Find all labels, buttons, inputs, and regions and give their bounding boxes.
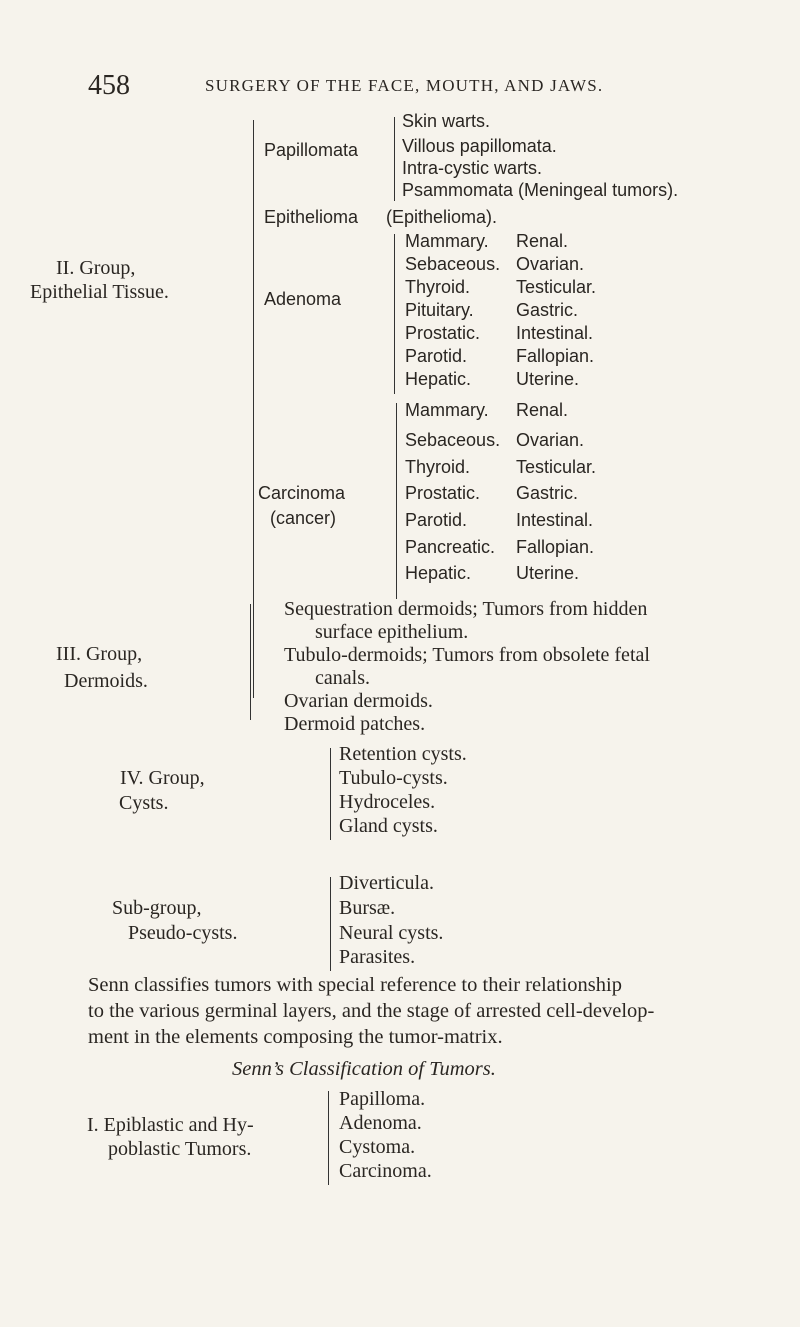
carcinoma-item: Parotid. — [405, 510, 468, 530]
senn-label-line1: I. Epiblastic and Hy- — [87, 1114, 254, 1136]
group4-item: Tubulo-cysts. — [339, 767, 448, 789]
group4-brace — [330, 748, 331, 840]
carcinoma-item: Mammary. — [405, 400, 489, 420]
adenoma-item: Testicular. — [516, 277, 597, 297]
adenoma-item: Intestinal. — [516, 323, 594, 343]
senn-heading: Senn’s Classification of Tumors. — [232, 1058, 496, 1080]
carcinoma-item: Prostatic. — [405, 483, 481, 503]
subgroup-brace — [330, 877, 331, 971]
page-number: 458 — [88, 70, 130, 101]
papillomata-item: Skin warts. — [402, 111, 491, 131]
carcinoma-item: Testicular. — [516, 457, 597, 477]
group2-label-line1: II. Group, — [56, 257, 136, 279]
group3-line: Sequestration dermoids; Tumors from hidden — [284, 598, 648, 620]
carcinoma-label-line2: (cancer) — [270, 508, 337, 528]
carcinoma-item: Uterine. — [516, 563, 580, 583]
adenoma-item: Uterine. — [516, 369, 580, 389]
senn-brace — [328, 1091, 329, 1185]
group3-line: Tubulo-dermoids; Tumors from obsolete fetal — [284, 644, 650, 666]
paragraph-line3: ment in the elements composing the tumor-matrix. — [88, 1026, 503, 1048]
group3-label-line2: Dermoids. — [64, 670, 148, 692]
adenoma-item: Thyroid. — [405, 277, 471, 297]
carcinoma-item: Fallopian. — [516, 537, 595, 557]
adenoma-item: Hepatic. — [405, 369, 472, 389]
adenoma-item: Sebaceous. — [405, 254, 501, 274]
subgroup-item: Diverticula. — [339, 872, 434, 894]
carcinoma-item: Hepatic. — [405, 563, 472, 583]
carcinoma-brace — [396, 403, 397, 599]
adenoma-brace — [394, 234, 395, 394]
group4-item: Retention cysts. — [339, 743, 467, 765]
group4-label-line2: Cysts. — [119, 792, 169, 814]
subgroup-label-line2: Pseudo-cysts. — [128, 922, 238, 944]
epithelioma-label: Epithelioma — [264, 207, 359, 227]
paragraph-line2: to the various germinal layers, and the stage of arrested cell-develop- — [88, 1000, 655, 1022]
group3-label-line1: III. Group, — [56, 643, 143, 665]
adenoma-item: Mammary. — [405, 231, 489, 251]
subgroup-label-line1: Sub-group, — [112, 897, 202, 919]
paragraph-line1: Senn classifies tumors with special reference to their relationship — [88, 974, 622, 996]
carcinoma-item: Gastric. — [516, 483, 579, 503]
group4-item: Gland cysts. — [339, 815, 438, 837]
papillomata-label: Papillomata — [264, 140, 359, 160]
papillomata-item: Villous papillomata. — [402, 136, 557, 156]
carcinoma-item: Pancreatic. — [405, 537, 496, 557]
adenoma-item: Prostatic. — [405, 323, 481, 343]
adenoma-item: Parotid. — [405, 346, 468, 366]
adenoma-item: Renal. — [516, 231, 569, 251]
group2-label-line2: Epithelial Tissue. — [30, 281, 169, 303]
carcinoma-item: Renal. — [516, 400, 569, 420]
senn-item: Cystoma. — [339, 1136, 416, 1158]
papillomata-item: Psammomata (Meningeal tumors). — [402, 180, 679, 200]
group3-brace — [250, 604, 251, 720]
senn-label-line2: poblastic Tumors. — [108, 1138, 252, 1160]
carcinoma-item: Sebaceous. — [405, 430, 501, 450]
adenoma-item: Fallopian. — [516, 346, 595, 366]
group3-line: surface epithelium. — [315, 621, 469, 643]
group3-line: canals. — [315, 667, 370, 689]
group2-brace — [253, 120, 254, 698]
senn-item: Papilloma. — [339, 1088, 426, 1110]
subgroup-item: Bursæ. — [339, 897, 396, 919]
subgroup-item: Parasites. — [339, 946, 416, 968]
adenoma-label: Adenoma — [264, 289, 342, 309]
adenoma-item: Ovarian. — [516, 254, 585, 274]
group4-item: Hydroceles. — [339, 791, 436, 813]
papillomata-item: Intra-cystic warts. — [402, 158, 543, 178]
carcinoma-item: Thyroid. — [405, 457, 471, 477]
carcinoma-item: Ovarian. — [516, 430, 585, 450]
group4-label-line1: IV. Group, — [120, 767, 205, 789]
senn-item: Carcinoma. — [339, 1160, 432, 1182]
senn-item: Adenoma. — [339, 1112, 422, 1134]
group3-line: Dermoid patches. — [284, 713, 426, 735]
carcinoma-label-line1: Carcinoma — [258, 483, 346, 503]
epithelioma-value: (Epithelioma). — [386, 207, 498, 227]
adenoma-item: Gastric. — [516, 300, 579, 320]
papillomata-brace — [394, 117, 395, 201]
subgroup-item: Neural cysts. — [339, 922, 444, 944]
running-title: SURGERY OF THE FACE, MOUTH, AND JAWS. — [205, 76, 604, 95]
group3-line: Ovarian dermoids. — [284, 690, 433, 712]
adenoma-item: Pituitary. — [405, 300, 474, 320]
carcinoma-item: Intestinal. — [516, 510, 594, 530]
